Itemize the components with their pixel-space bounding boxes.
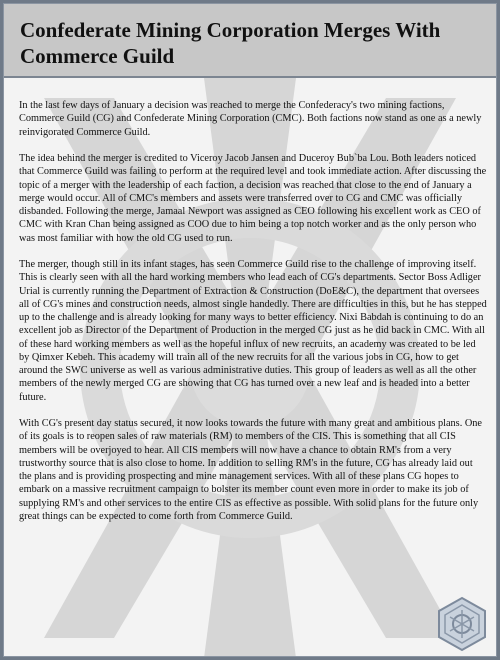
cis-hexagon-seal-icon bbox=[434, 596, 490, 652]
paragraph: The idea behind the merger is credited to Viceroy Jacob Jansen and Duceroy Bub`ba Lou. Both leaders noticed that Commerce Guild was failing to perform at the required level and took immediate action. After discussing the topic of a merger with the leadership of each faction, a decision was reached that close to the end of January a merge would occur. All of CMC's members and assets were transferred over to CG and CMC was officially disbanded. Following the merge, Jamaal Newport was assigned as CEO following his excellent work as CEO of CMC with Kran Chan being assigned as COO due to him being a top notch worker and as the only person who was most familiar with how the old CG used to run. bbox=[19, 153, 487, 244]
article-body bbox=[19, 99, 487, 536]
article-page bbox=[3, 3, 497, 657]
paragraph: With CG's present day status secured, it now looks towards the future with many great and ambitious plans. One of its goals is to reopen sales of raw materials (RM) to members of the CIS. This is something that all CIS members will be overjoyed to hear. All CIS members will now have a chance to obtain RM's from a very trustworthy source that is also close to home. In addition to selling RM's in the future, CG has already laid out the plans and is providing prospecting and mine management services. With all of these plans CG hopes to embark on a massive recruitment campaign to bolster its member count even more in order to make its job of supplying RM's and other services to the entire CIS as effective as possible. With solid plans for the future only great things can be expected to come forth from Commerce Guild. bbox=[19, 418, 482, 522]
article-title: Confederate Mining Corporation Merges With Commerce Guild bbox=[20, 18, 441, 68]
title-banner bbox=[4, 4, 496, 78]
paragraph: The merger, though still in its infant stages, has seen Commerce Guild rise to the challenge of improving itself. This is clearly seen with all the hard working members who lead each of CG's departments. Sector Boss Adliger Urial is currently running the Department of Extraction & Construction (DoE&C), the department that oversees all of CG's mines and construction needs, almost single handedly. There are difficulties in this, but he has stepped up to the challenge and is already looking for many ways to better efficiency. Nixi Babdah is continuing to do an excellent job as Director of the Department of Production in the merged CG just as he did back in CMC. With all of these hard working members as well as the hopeful influx of new recruits, an academy was created to be led by Qimxer Kebeh. This academy will train all of the new recruits for all the various jobs in CG, how to get around the SWC universe as well as various administrative duties. This group of leaders as well as all the other members of the newly merged CG are showing that CG has turned over a new leaf and is headed into a better future. bbox=[19, 259, 487, 403]
paragraph: In the last few days of January a decision was reached to merge the Confederacy's two mining factions, Commerce Guild (CG) and Confederate Mining Corporation (CMC). Both factions now stand as one as a newly reinvigorated Commerce Guild. bbox=[19, 100, 482, 138]
